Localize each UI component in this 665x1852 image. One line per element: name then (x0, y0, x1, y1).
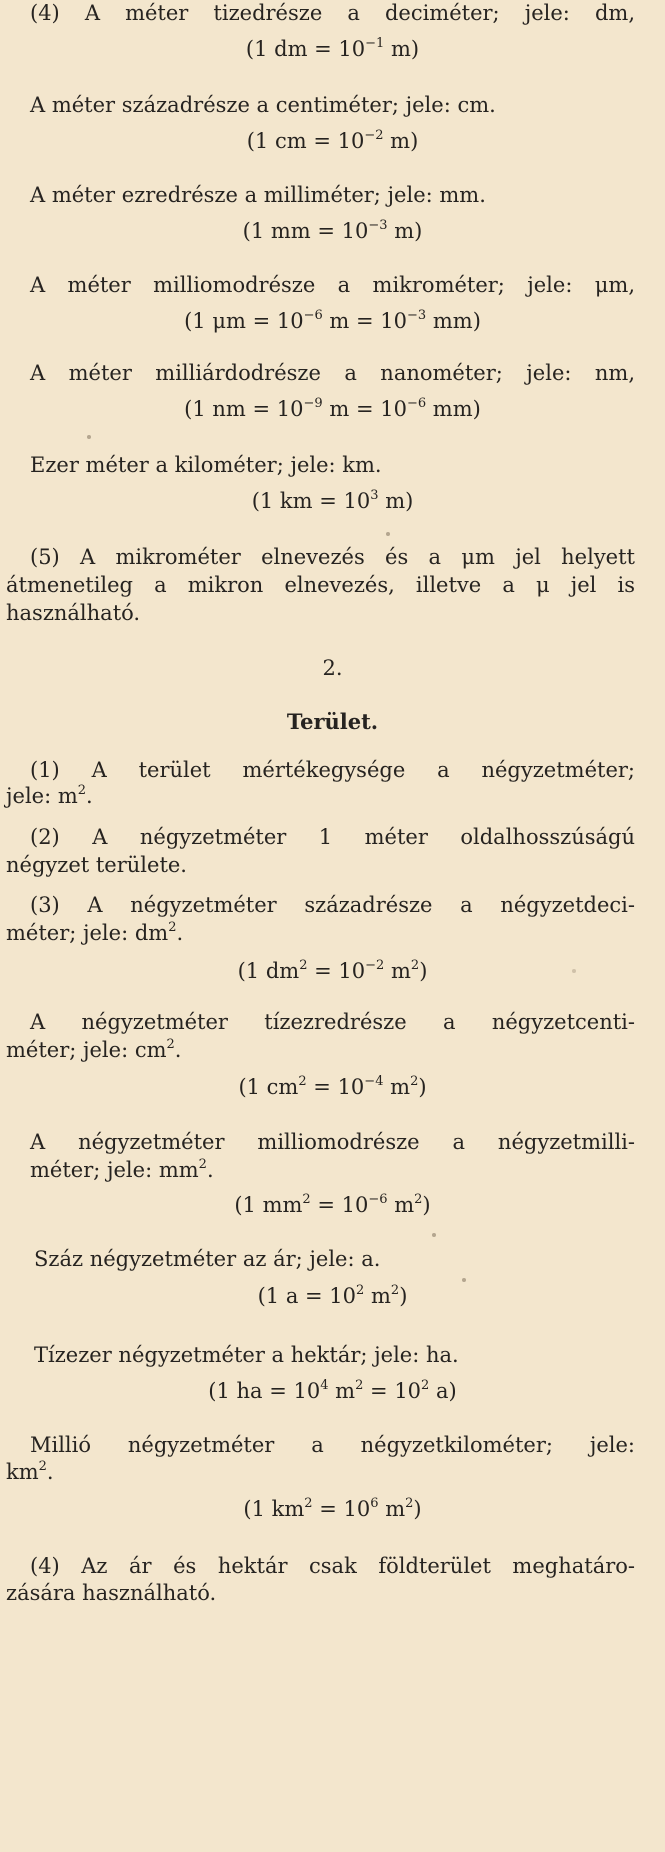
text-line: $km^2$. (6, 1459, 54, 1484)
text-line: átmenetileg a mikron elnevezés, illetve a μ jel is (6, 573, 635, 597)
formula-line: (1 $cm^2 = 10^{-4}$ $m^2$) (238, 1074, 427, 1099)
print-speck (386, 532, 390, 536)
text-line: (1) A terület mértékegysége a négyzetméter; (30, 758, 635, 782)
formula-line: (1 cm = $10^{-2}$ m) (246, 128, 419, 153)
section-title: Terület. (286, 709, 379, 734)
text-line: (5) A mikrométer elnevezés és a μm jel helyett (30, 545, 635, 569)
text-line: A négyzetméter tízezredrésze a négyzetcenti- (30, 1010, 635, 1034)
formula-line: (1 ha = $10^4$ $m^2 = 10^2$ a) (208, 1378, 457, 1403)
text-line: A méter milliomodrésze a mikrométer; jele: μm, (30, 273, 635, 297)
text-line: használható. (6, 601, 141, 625)
text-line: (2) A négyzetméter 1 méter oldalhosszúságú (30, 825, 635, 849)
text-line: A méter milliárdodrésze a nanométer; jele: nm, (30, 361, 635, 385)
print-speck (572, 969, 576, 973)
text-line: méter; jele: $dm^2$. (6, 920, 184, 945)
formula-line: (1 mm = $10^{-3}$ m) (242, 218, 423, 243)
text-line: Ezer méter a kilométer; jele: km. (30, 453, 382, 477)
print-speck (432, 1233, 436, 1237)
text-line: Millió négyzetméter a négyzetkilométer; jele: (30, 1433, 635, 1457)
text-line: A négyzetméter milliomodrésze a négyzetmilli- (30, 1130, 635, 1154)
text-line: Tízezer négyzetméter a hektár; jele: ha. (34, 1343, 459, 1367)
text-line: A méter ezredrésze a milliméter; jele: mm. (30, 183, 486, 207)
text-line: Száz négyzetméter az ár; jele: a. (34, 1247, 381, 1271)
text-line: zására használható. (6, 1581, 217, 1605)
formula-line: (1 nm = $10^{-9}$ $m = 10^{-6}$ mm) (184, 396, 481, 421)
formula-line: (1 $a = 10^2$ $m^2$) (257, 1283, 408, 1308)
formula-line: (1 $\mu m = 10^{-6}$ $m = 10^{-3}$ mm) (184, 308, 481, 333)
text-line: méter; jele: $mm^2$. (30, 1157, 214, 1182)
text-line: (4) A méter tizedrésze a deciméter; jele: dm, (30, 1, 635, 25)
print-speck (462, 1278, 466, 1282)
formula-line: (1 $km^2 = 10^6$ $m^2$) (243, 1496, 422, 1521)
text-line: (4) Az ár és hektár csak földterület meghatáro- (30, 1554, 635, 1578)
text-line: (3) A négyzetméter századrésze a négyzetdeci- (30, 893, 635, 917)
print-speck (87, 435, 91, 439)
text-line: jele: $m^2$. (6, 783, 93, 808)
formula-line: (1 $dm^2 = 10^{-2}$ $m^2$) (237, 958, 428, 983)
formula-line: (1 $mm^2 = 10^{-6}$ $m^2$) (234, 1192, 431, 1217)
text-line: méter; jele: $cm^2$. (6, 1037, 182, 1062)
formula-line: (1 dm = $10^{-1}$ m) (245, 36, 420, 61)
formula-line: (1 km = $10^3$ m) (251, 488, 414, 513)
section-number: 2. (322, 656, 343, 680)
text-line: négyzet területe. (6, 853, 187, 877)
text-line: A méter századrésze a centiméter; jele: cm. (30, 93, 496, 117)
